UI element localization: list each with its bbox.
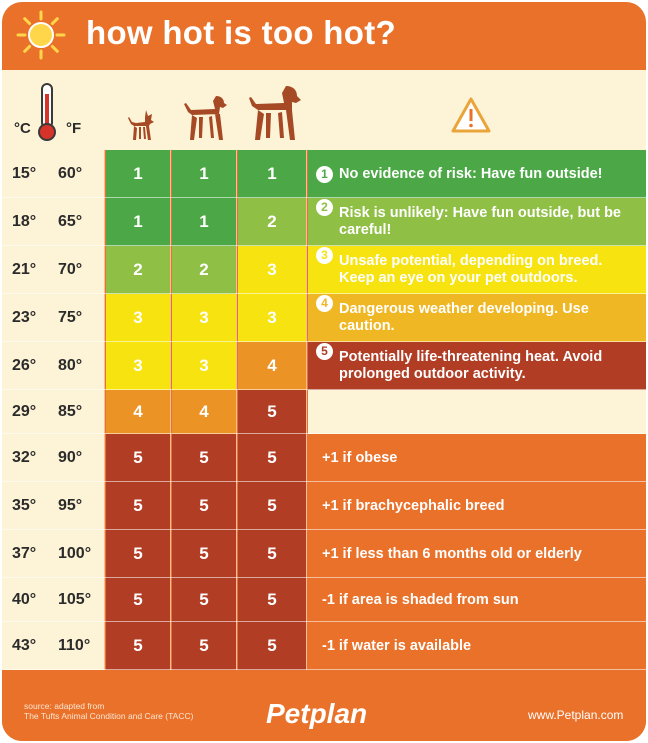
- legend-number: 1: [316, 166, 333, 183]
- table-row: [2, 482, 646, 530]
- legend-text: Potentially life-threatening heat. Avoid prolonged outdoor activity.: [339, 349, 603, 382]
- table-row: [2, 198, 646, 246]
- temperature-cell: [2, 434, 104, 482]
- temperature-cell: [2, 622, 104, 670]
- celsius-value: 40°: [12, 591, 37, 608]
- table-row: [2, 434, 646, 482]
- fahrenheit-value: 60°: [58, 165, 83, 182]
- fahrenheit-value: 100°: [58, 545, 92, 562]
- small-dog-risk: 1: [106, 150, 170, 198]
- fahrenheit-value: 65°: [58, 213, 83, 230]
- fahrenheit-value: 95°: [58, 497, 83, 514]
- modifier-item: -1 if water is available: [322, 638, 472, 654]
- legend-item: [308, 342, 646, 390]
- fahrenheit-value: 75°: [58, 309, 83, 326]
- fahrenheit-label: °F: [66, 120, 82, 137]
- table-row: [2, 530, 646, 578]
- temperature-cell: [2, 294, 104, 342]
- celsius-value: 26°: [12, 357, 37, 374]
- modifier-item: +1 if less than 6 months old or elderly: [322, 546, 582, 562]
- legend-item: [308, 198, 646, 246]
- small-dog-risk: 3: [106, 294, 170, 342]
- table-row: [2, 294, 646, 342]
- small-dog-risk: 5: [106, 622, 170, 670]
- celsius-value: 18°: [12, 213, 37, 230]
- heat-chart-card: [2, 2, 646, 741]
- legend-item: [308, 294, 646, 342]
- column-divider: [170, 150, 171, 670]
- temperature-cell: [2, 342, 104, 390]
- row-divider: [2, 669, 646, 670]
- source-line-2: The Tufts Animal Condition and Care (TACC): [24, 711, 194, 721]
- small-dog-risk: 5: [106, 530, 170, 578]
- large-dog-risk: 4: [238, 342, 306, 390]
- fahrenheit-value: 110°: [58, 637, 91, 654]
- modifier-item: +1 if obese: [322, 450, 398, 466]
- medium-dog-risk: 5: [172, 622, 236, 670]
- column-divider: [236, 150, 237, 670]
- title-bar: [2, 2, 646, 70]
- medium-dog-risk: 5: [172, 530, 236, 578]
- fahrenheit-value: 90°: [58, 449, 83, 466]
- small-dog-icon: [124, 108, 156, 142]
- celsius-value: 15°: [12, 165, 37, 182]
- large-dog-risk: 3: [238, 294, 306, 342]
- column-header: [2, 70, 646, 150]
- legend-item: [308, 246, 646, 294]
- small-dog-risk: 5: [106, 482, 170, 530]
- small-dog-risk: 3: [106, 342, 170, 390]
- medium-dog-icon: [182, 94, 228, 142]
- brand-logo: Petplan: [266, 698, 368, 729]
- warning-icon: [450, 96, 492, 134]
- small-dog-risk: 2: [106, 246, 170, 294]
- sun-icon: [16, 10, 66, 60]
- temperature-cell: [2, 530, 104, 578]
- blank-cell: [308, 390, 646, 434]
- table-row: [2, 622, 646, 670]
- celsius-value: 23°: [12, 309, 37, 326]
- temperature-cell: [2, 390, 104, 434]
- page-title: how hot is too hot?: [86, 14, 396, 51]
- celsius-label: °C: [14, 120, 31, 137]
- table-row: [2, 246, 646, 294]
- legend-item: [308, 150, 646, 198]
- medium-dog-risk: 5: [172, 434, 236, 482]
- column-divider: [306, 150, 307, 670]
- fahrenheit-value: 80°: [58, 357, 83, 374]
- legend-number: 2: [316, 199, 333, 216]
- medium-dog-risk: 5: [172, 578, 236, 622]
- legend-number: 4: [316, 295, 333, 312]
- temperature-cell: [2, 150, 104, 198]
- medium-dog-risk: 3: [172, 342, 236, 390]
- legend-text: Risk is unlikely: Have fun outside, but be careful!: [339, 205, 621, 238]
- temperature-cell: [2, 482, 104, 530]
- small-dog-risk: 5: [106, 434, 170, 482]
- medium-dog-risk: 5: [172, 482, 236, 530]
- large-dog-risk: 5: [238, 434, 306, 482]
- table-row: [2, 150, 646, 198]
- medium-dog-risk: 2: [172, 246, 236, 294]
- large-dog-risk: 2: [238, 198, 306, 246]
- table-row: [2, 390, 646, 434]
- medium-dog-risk: 4: [172, 390, 236, 434]
- legend-text: No evidence of risk: Have fun outside!: [339, 165, 603, 182]
- large-dog-risk: 3: [238, 246, 306, 294]
- thermometer-icon: [36, 82, 58, 142]
- modifier-item: +1 if brachycephalic breed: [322, 498, 505, 514]
- legend-text: Dangerous weather developing. Use caution.: [339, 301, 589, 334]
- legend-number: 3: [316, 247, 333, 264]
- website-url: www.Petplan.com: [528, 708, 624, 722]
- large-dog-risk: 5: [238, 530, 306, 578]
- large-dog-risk: 1: [238, 150, 306, 198]
- temperature-cell: [2, 198, 104, 246]
- medium-dog-risk: 3: [172, 294, 236, 342]
- celsius-value: 32°: [12, 449, 37, 466]
- medium-dog-risk: 1: [172, 198, 236, 246]
- fahrenheit-value: 105°: [58, 591, 92, 608]
- column-divider: [104, 150, 105, 670]
- table-row: [2, 578, 646, 622]
- source-line-1: source: adapted from: [24, 701, 105, 711]
- small-dog-risk: 5: [106, 578, 170, 622]
- medium-dog-risk: 1: [172, 150, 236, 198]
- large-dog-icon: [246, 84, 302, 142]
- small-dog-risk: 4: [106, 390, 170, 434]
- modifier-item: -1 if area is shaded from sun: [322, 592, 519, 608]
- legend-text: Unsafe potential, depending on breed. Keep an eye on your pet outdoors.: [339, 253, 603, 286]
- small-dog-risk: 1: [106, 198, 170, 246]
- celsius-value: 21°: [12, 261, 37, 278]
- large-dog-risk: 5: [238, 622, 306, 670]
- footer: [2, 694, 646, 741]
- fahrenheit-value: 85°: [58, 403, 83, 420]
- celsius-value: 35°: [12, 497, 37, 514]
- legend-number: 5: [316, 343, 333, 360]
- large-dog-risk: 5: [238, 390, 306, 434]
- large-dog-risk: 5: [238, 578, 306, 622]
- celsius-value: 37°: [12, 545, 37, 562]
- fahrenheit-value: 70°: [58, 261, 83, 278]
- celsius-value: 29°: [12, 403, 37, 420]
- temperature-cell: [2, 578, 104, 622]
- large-dog-risk: 5: [238, 482, 306, 530]
- celsius-value: 43°: [12, 637, 37, 654]
- table-row: [2, 342, 646, 390]
- temperature-cell: [2, 246, 104, 294]
